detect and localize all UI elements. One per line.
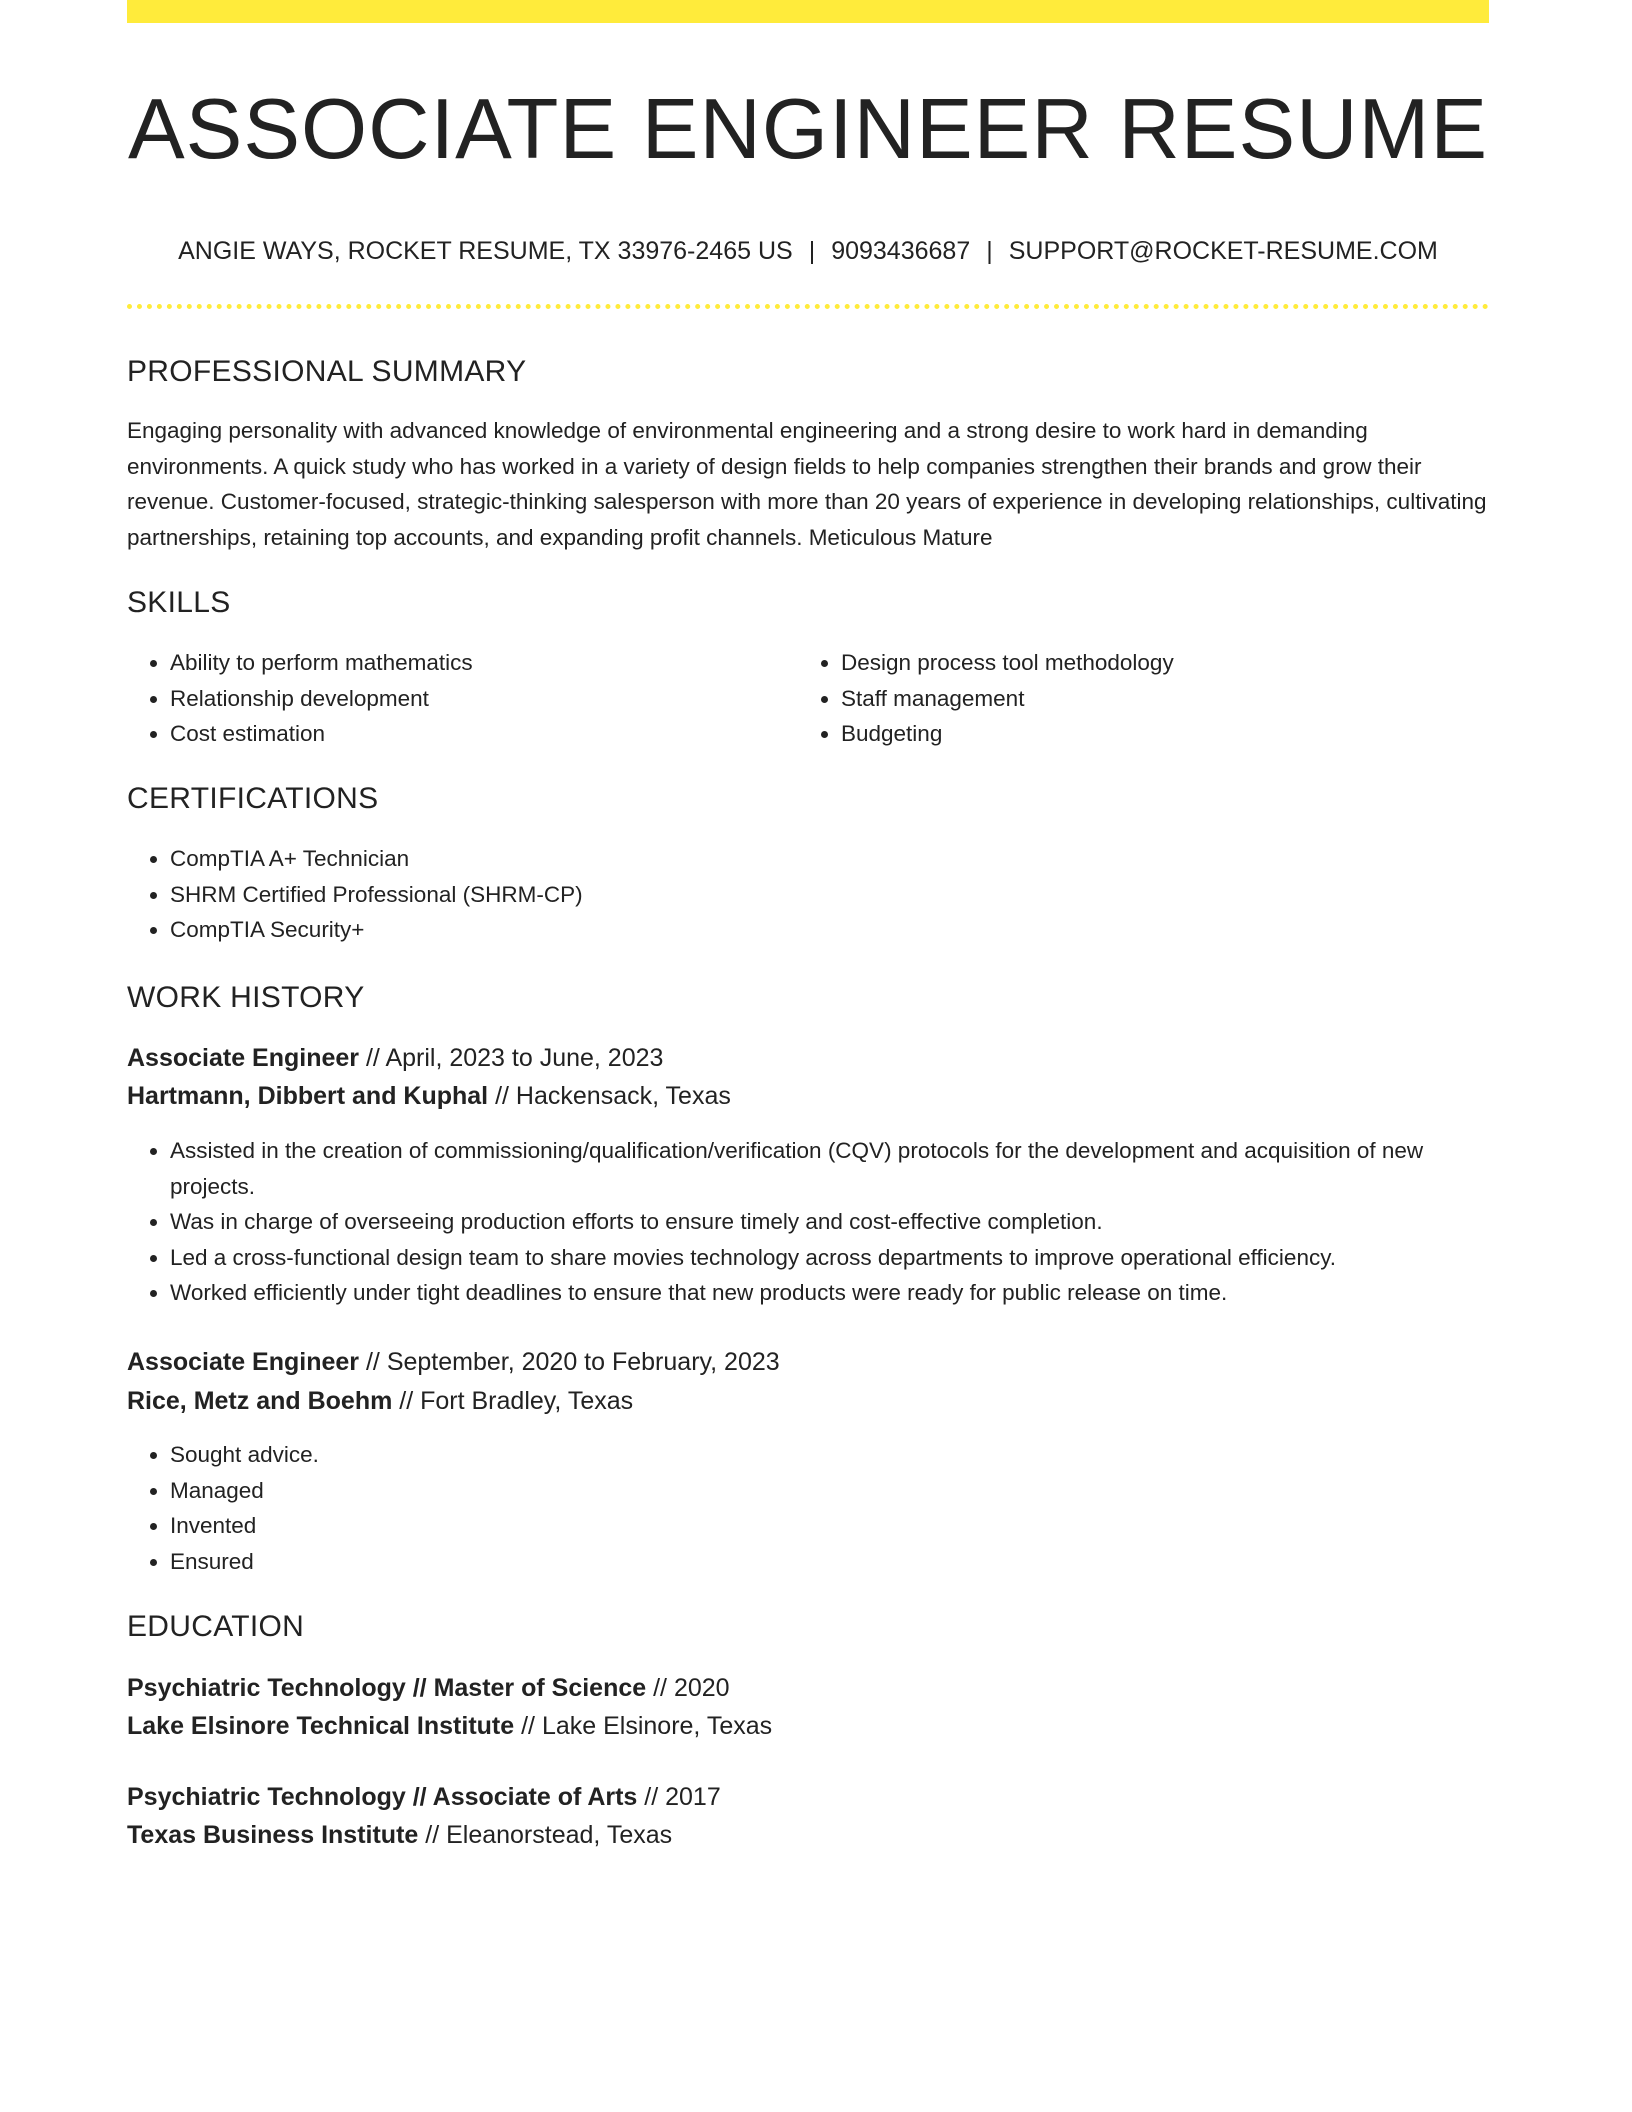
education-degree-line bbox=[127, 1779, 721, 1815]
job-dates: // September, 2020 to February, 2023 bbox=[365, 1348, 780, 1376]
work-history-heading: WORK HISTORY bbox=[127, 981, 365, 1014]
job-bullet: • Led a cross-functional design team to share movies technology across departments to improve operational efficiency. bbox=[170, 1240, 1489, 1276]
contact-line bbox=[127, 234, 1489, 268]
job-title: Associate Engineer bbox=[127, 1348, 360, 1376]
job-company-line bbox=[127, 1078, 731, 1114]
summary-text: Engaging personality with advanced knowledge of environmental engineering and a strong desire to work hard in demanding environments. A quick study who has worked in a variety of design fields to help companies strengthen their brands and grow their revenue. Customer-focused, strategic-thinking salesperson with more than 20 years of experience in developing relationships, cultivating partnerships, retaining top accounts, and expanding profit channels. Meticulous Mature bbox=[127, 418, 1487, 550]
job-location: // Fort Bradley, Texas bbox=[399, 1387, 634, 1415]
job-bullet: • Ensured bbox=[170, 1544, 1470, 1580]
job-bullets bbox=[127, 1133, 1489, 1311]
education-degree-line bbox=[127, 1670, 730, 1706]
education-year: // 2017 bbox=[644, 1783, 721, 1811]
job-title: Associate Engineer bbox=[127, 1044, 360, 1072]
contact-address: ANGIE WAYS, ROCKET RESUME, TX 33976-2465 US bbox=[178, 237, 793, 265]
job-bullet: • Worked efficiently under tight deadlines to ensure that new products were ready for public release on time. bbox=[170, 1275, 1489, 1311]
contact-phone: 9093436687 bbox=[831, 237, 971, 265]
job-bullets bbox=[127, 1437, 1470, 1579]
skills-list-left bbox=[127, 645, 800, 752]
job-title-line bbox=[127, 1344, 780, 1380]
education-location: // Lake Elsinore, Texas bbox=[521, 1712, 773, 1740]
job-bullet: • Sought advice. bbox=[170, 1437, 1470, 1473]
skills-heading: SKILLS bbox=[127, 586, 231, 619]
education-school-line bbox=[127, 1708, 772, 1744]
job-bullet: • Invented bbox=[170, 1508, 1470, 1544]
certifications-heading: CERTIFICATIONS bbox=[127, 782, 379, 815]
certification-item: • SHRM Certified Professional (SHRM-CP) bbox=[170, 877, 1470, 913]
resume-title: ASSOCIATE ENGINEER RESUME bbox=[127, 82, 1489, 177]
summary-heading: PROFESSIONAL SUMMARY bbox=[127, 355, 527, 388]
skill-item: • Design process tool methodology bbox=[841, 645, 1531, 681]
education-school: Lake Elsinore Technical Institute bbox=[127, 1712, 515, 1740]
skills-list-right bbox=[798, 645, 1531, 752]
job-company: Hartmann, Dibbert and Kuphal bbox=[127, 1082, 489, 1110]
skill-item: • Budgeting bbox=[841, 716, 1531, 752]
skill-item: • Cost estimation bbox=[170, 716, 800, 752]
job-dates: // April, 2023 to June, 2023 bbox=[365, 1044, 664, 1072]
education-school: Texas Business Institute bbox=[127, 1821, 419, 1849]
contact-email[interactable]: SUPPORT@ROCKET-RESUME.COM bbox=[1008, 237, 1438, 265]
certifications-list bbox=[127, 841, 1470, 948]
job-company: Rice, Metz and Boehm bbox=[127, 1387, 393, 1415]
job-bullet: • Managed bbox=[170, 1473, 1470, 1509]
job-title-line bbox=[127, 1040, 663, 1076]
skill-item: • Ability to perform mathematics bbox=[170, 645, 800, 681]
certification-item: • CompTIA A+ Technician bbox=[170, 841, 1470, 877]
accent-top-bar bbox=[127, 0, 1489, 23]
education-heading: EDUCATION bbox=[127, 1610, 305, 1643]
skill-item: • Staff management bbox=[841, 681, 1531, 717]
job-company-line bbox=[127, 1383, 633, 1419]
education-school-line bbox=[127, 1817, 672, 1853]
skill-item: • Relationship development bbox=[170, 681, 800, 717]
job-bullet: • Was in charge of overseeing production efforts to ensure timely and cost-effective completion. bbox=[170, 1204, 1489, 1240]
education-degree: Psychiatric Technology // Associate of Arts bbox=[127, 1783, 638, 1811]
job-bullet: • Assisted in the creation of commissioning/qualification/verification (CQV) protocols for the development and acquisition of new projects. bbox=[170, 1133, 1489, 1204]
education-location: // Eleanorstead, Texas bbox=[425, 1821, 673, 1849]
job-location: // Hackensack, Texas bbox=[495, 1082, 731, 1110]
education-degree: Psychiatric Technology // Master of Science bbox=[127, 1674, 647, 1702]
education-year: // 2020 bbox=[653, 1674, 730, 1702]
contact-separator: | bbox=[986, 237, 993, 265]
contact-separator: | bbox=[808, 237, 816, 265]
certification-item: • CompTIA Security+ bbox=[170, 912, 1470, 948]
dotted-divider bbox=[127, 304, 1489, 309]
